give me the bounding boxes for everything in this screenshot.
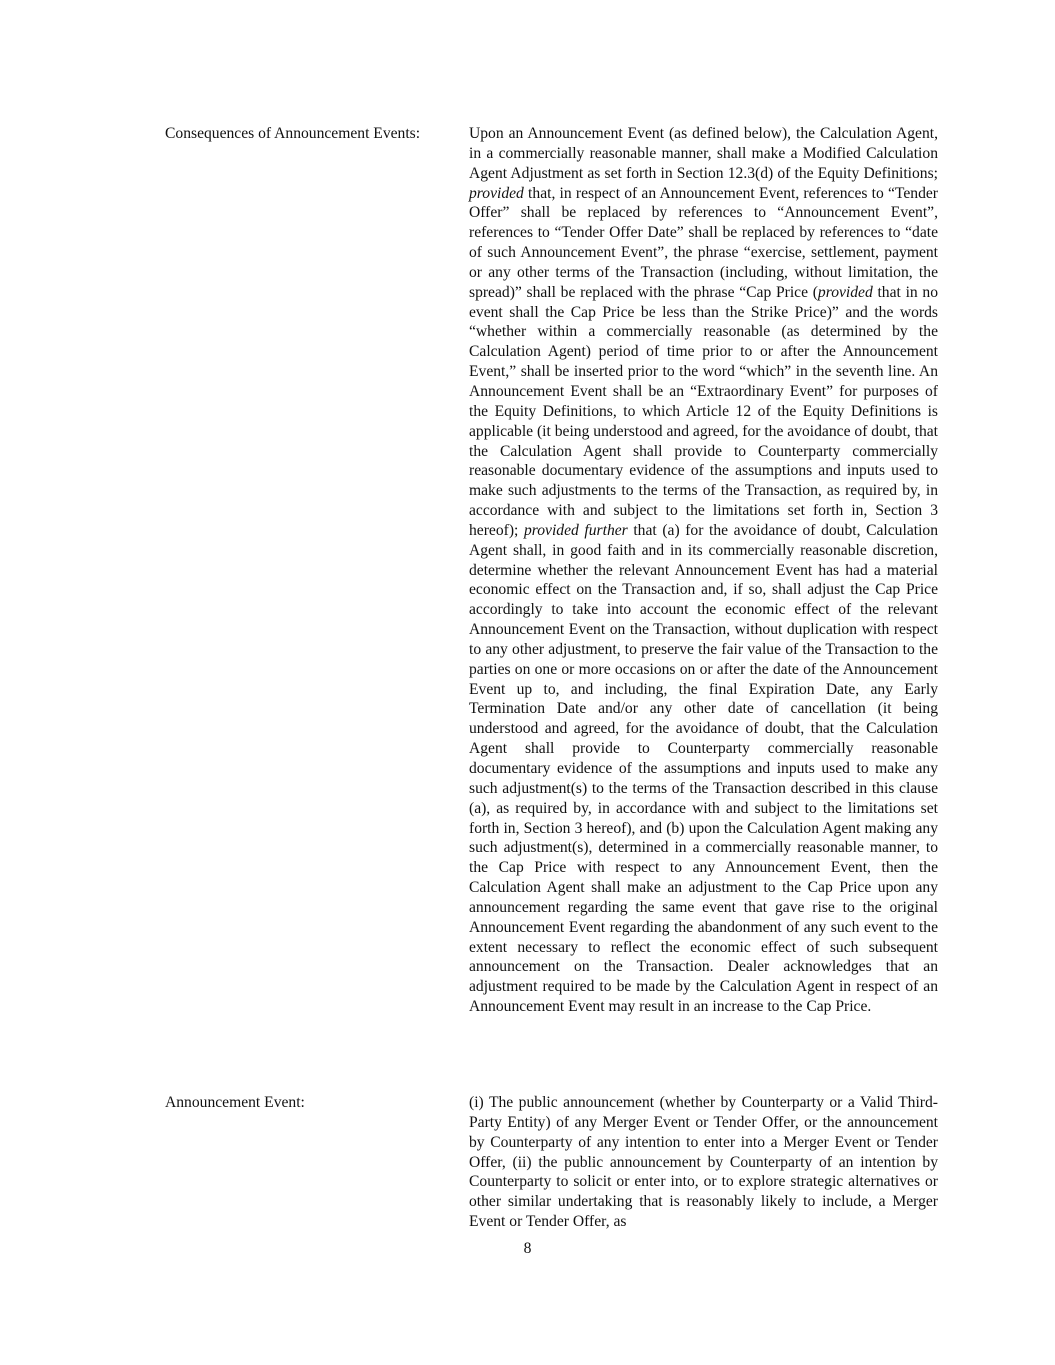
italic-term: provided <box>817 283 873 301</box>
body-text-segment: that in no event shall the Cap Price be less than the Strike Price)” and the words “whether within a commercially reasonable (as determined by the Calculation Agent) period of time prior to or after the Announcement Event,” shall be inserted prior to the word “which” in the seventh line. An Announcement Event shall be an “Extraordinary Event” for purposes of the Equity Definitions, to which Article 12 of the Equity Definitions is applicable (it being understood and agreed, for the avoidance of doubt, that the Calculation Agent shall provide to Counterparty commercially reasonable documentary evidence of the assumptions and inputs used to make such adjustments to the terms of the Transaction, as required by, in accordance with and subject to the limitations set forth in, Section 3 hereof); <box>469 283 938 539</box>
body-text-segment: that (a) for the avoidance of doubt, Calculation Agent shall, in good faith and in its commercially reasonable discretion, determine whether the relevant Announcement Event has had a material economic effect on the Transaction and, if so, shall adjust the Cap Price accordingly to take into account the economic effect of the relevant Announcement Event on the Transaction, without duplication with respect to any other adjustment, to preserve the fair value of the Transaction to the parties on one or more occasions on or after the date of the Announcement Event up to, and including, the final Expiration Date, any Early Termination Date and/or any other date of cancellation (it being understood and agreed, for the avoidance of doubt, that the Calculation Agent shall provide to Counterparty commercially reasonable documentary evidence of the assumptions and inputs used to make any such adjustment(s) to the terms of the Transaction described in this clause (a), as required by, in accordance with and subject to the limitations set forth in, Section 3 hereof), and (b) upon the Calculation Agent making any such adjustment(s), determined in a commercially reasonable manner, to the Cap Price with respect to any Announcement Event, then the Calculation Agent shall make an adjustment to the Cap Price upon any announcement regarding the same event that gave rise to the original Announcement Event regarding the abandonment of any such event to the extent necessary to reflect the economic effect of such subsequent announcement on the Transaction. Dealer acknowledges that an adjustment required to be made by the Calculation Agent in respect of an Announcement Event may result in an increase to the Cap Price. <box>469 521 938 1016</box>
italic-term: provided further <box>523 521 628 539</box>
page-number: 8 <box>523 1240 532 1257</box>
section-body: (i) The public announcement (whether by Counterparty or a Valid Third-Party Entity) of any Merger Event or Tender Offer, or the announcement by Counterparty of any intention to enter into a Merger Event or Tender Offer, (ii) the public announcement by Counterparty of an intention by Counterparty to solicit or enter into, or to explore strategic alternatives or other similar undertaking that is reasonably likely to include, a Merger Event or Tender Offer, as <box>469 1094 938 1231</box>
body-text-segment: that, in respect of an Announcement Event, references to “Tender Offer” shall be replaced by references to “Announcement Event”, references to “Tender Offer Date” shall be replaced by references to “date of such Announcement Event”, the phrase “exercise, settlement, payment or any other terms of the Transaction (including, without limitation, the spread)” shall be replaced with the phrase “Cap Price ( <box>469 184 938 301</box>
section-term: Announcement Event: <box>165 1094 305 1111</box>
section-term: Consequences of Announcement Events: <box>165 125 421 142</box>
body-text-segment: Upon an Announcement Event (as defined below), the Calculation Agent, in a commercially reasonable manner, shall make a Modified Calculation Agent Adjustment as set forth in Section 12.3(d) of the Equity Definitions; <box>469 125 938 182</box>
section-body <box>469 124 938 1017</box>
italic-term: provided <box>469 184 524 202</box>
